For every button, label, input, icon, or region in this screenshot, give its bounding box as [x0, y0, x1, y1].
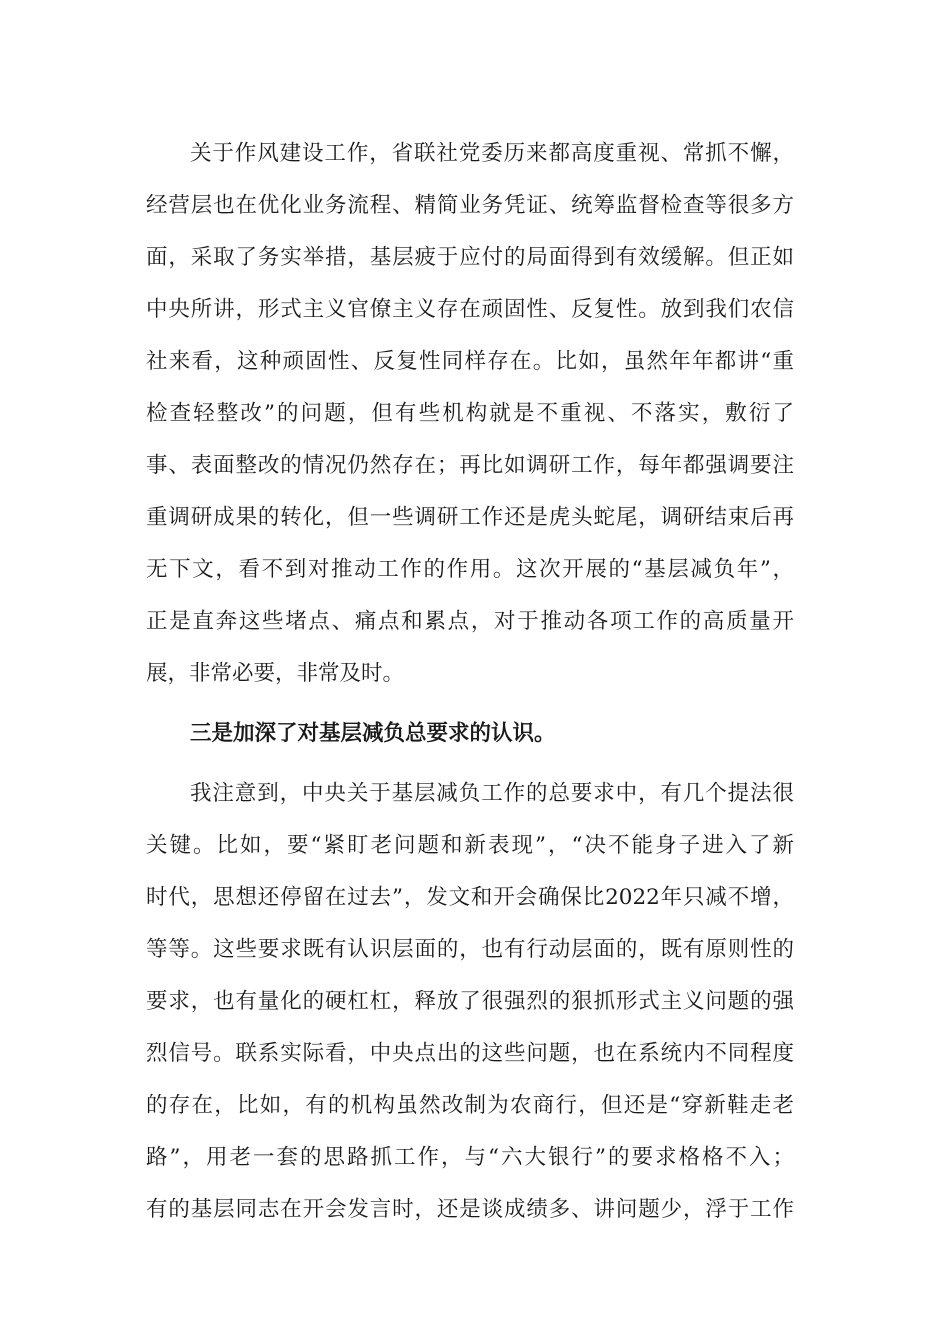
text-line: 中央所讲，形式主义官僚主义存在顽固性、反复性。放到我们农信 — [146, 297, 794, 322]
text-line: 事、表面整改的情况仍然存在；再比如调研工作，每年都强调要注 — [146, 453, 794, 478]
text-line: 正是直奔这些堵点、痛点和累点，对于推动各项工作的高质量开 — [146, 609, 794, 634]
text-line: 社来看，这种顽固性、反复性同样存在。比如，虽然年年都讲“重 — [146, 349, 794, 374]
text-line: 等等。这些要求既有认识层面的，也有行动层面的，既有原则性的 — [146, 937, 794, 962]
text-line: 检查轻整改”的问题，但有些机构就是不重视、不落实，敷衍了 — [146, 401, 794, 426]
text-line: 时代，思想还停留在过去”，发文和开会确保比2022年只减不增， — [146, 885, 794, 910]
text-line: 重调研成果的转化，但一些调研工作还是虎头蛇尾，调研结束后再 — [146, 505, 794, 530]
text-line: 展，非常必要，非常及时。 — [146, 661, 405, 686]
text-line: 无下文，看不到对推动工作的作用。这次开展的“基层减负年”， — [146, 557, 794, 582]
text-line: 要求，也有量化的硬杠杠，释放了很强烈的狠抓形式主义问题的强 — [146, 989, 794, 1014]
document-body — [146, 128, 794, 1236]
text-line: 烈信号。联系实际看，中央点出的这些问题，也在系统内不同程度 — [146, 1041, 794, 1066]
paragraph-spacer — [146, 760, 794, 768]
paragraph-work-style — [146, 128, 794, 700]
text-line: 有的基层同志在开会发言时，还是谈成绩多、讲问题少，浮于工作 — [146, 1197, 794, 1222]
paragraph-requirements — [146, 768, 794, 1236]
text-line: 的存在，比如，有的机构虽然改制为农商行，但还是“穿新鞋走老 — [146, 1093, 794, 1118]
heading-text: 三是加深了对基层减负总要求的认识。 — [190, 721, 556, 746]
text-line: 关键。比如，要“紧盯老问题和新表现”，“决不能身子进入了新 — [146, 833, 794, 858]
section-heading — [146, 708, 794, 760]
text-line: 经营层也在优化业务流程、精简业务凭证、统筹监督检查等很多方 — [146, 193, 794, 218]
text-line: 面，采取了务实举措，基层疲于应付的局面得到有效缓解。但正如 — [146, 245, 794, 270]
text-line: 关于作风建设工作，省联社党委历来都高度重视、常抓不懈， — [190, 141, 794, 166]
text-line: 我注意到，中央关于基层减负工作的总要求中，有几个提法很 — [190, 781, 794, 806]
text-line: 路”，用老一套的思路抓工作，与“六大银行”的要求格格不入； — [146, 1145, 794, 1170]
paragraph-spacer — [146, 700, 794, 708]
